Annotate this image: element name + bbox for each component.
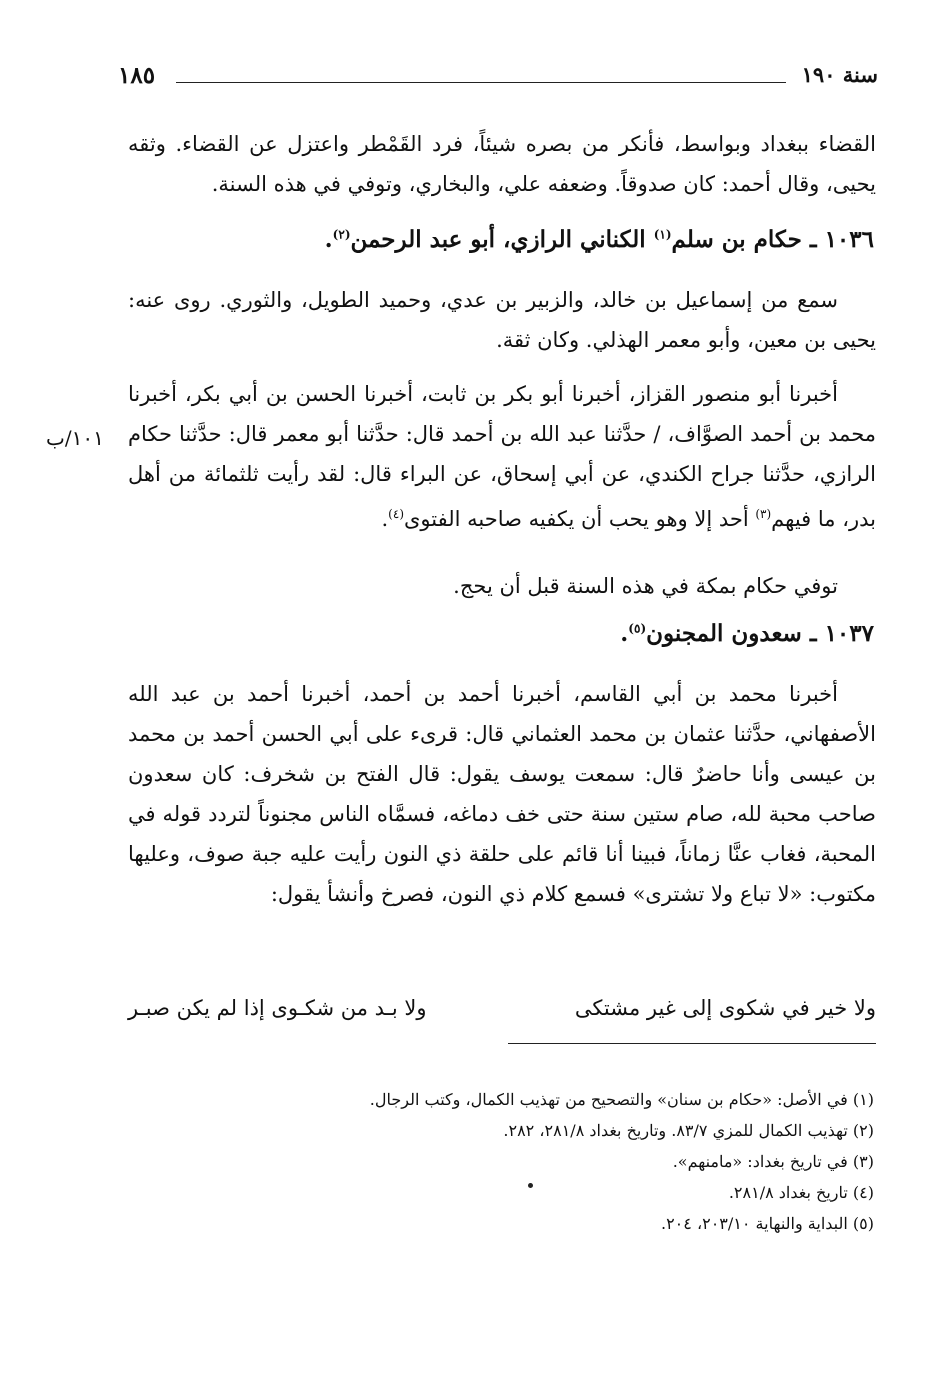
- manuscript-folio-note: ١٠١/ب: [46, 426, 104, 450]
- year-heading: سنة ١٩٠: [801, 62, 878, 87]
- entry-title-part: .: [324, 226, 333, 253]
- footnote-ref-5: (٥): [628, 621, 647, 636]
- footnote-ref-1: (١): [653, 227, 672, 242]
- footnote-2: (٢) تهذيب الكمال للمزي ٨٣/٧. وتاريخ بغداد ٢٨١/٨، ٢٨٢.: [503, 1121, 874, 1140]
- footnote-separator: [508, 1043, 876, 1044]
- page-number: ١٨٥: [118, 62, 156, 89]
- entry-title-part: ١٠٣٧ ـ سعدون المجنون: [646, 620, 874, 647]
- verse-first-hemistich: ولا خير في شكوى إلى غير مشتكى: [574, 996, 876, 1020]
- entry-1037-title: [620, 620, 874, 647]
- footnote-5: (٥) البداية والنهاية ٢٠٣/١٠، ٢٠٤.: [660, 1214, 874, 1233]
- entry-title-part: الكناني الرازي، أبو عبد الرحمن: [350, 226, 654, 253]
- paragraph-2: سمع من إسماعيل بن خالد، والزبير بن عدي، وحميد الطويل، والثوري. روى عنه: يحيى بن معين، وأبو معمر الهذلي. وكان ثقة.: [128, 288, 876, 352]
- paragraph-3-text: أخبرنا أبو منصور القزاز، أخبرنا أبو بكر بن ثابت، أخبرنا الحسن بن أبي بكر، أخبرنا محمد بن أحمد الصوَّاف، / حدَّثنا عبد الله بن أحمد قال: حدَّثنا أبو معمر قال: حدَّثنا حكام الرازي، حدَّثنا جراح الكندي، عن أبي إسحاق، عن البراء قال: لقد رأيت ثلثمائة من أهل بدر، ما فيهم: [128, 382, 876, 531]
- ink-speck: [528, 1183, 533, 1188]
- footnote-ref-4: (٤): [388, 507, 404, 521]
- footnotes: [174, 1084, 874, 1239]
- footnote-ref-2: (٢): [332, 227, 351, 242]
- footnote-1: (١) في الأصل: «حكام بن سنان» والتصحيح من تهذيب الكمال، وكتب الرجال.: [369, 1090, 874, 1109]
- paragraph-3-text: أحد إلا وهو يحب أن يكفيه صاحبه الفتوى: [404, 507, 756, 531]
- paragraph-4: توفي حكام بمكة في هذه السنة قبل أن يحج.: [453, 574, 838, 598]
- footnote-4: (٤) تاريخ بغداد ٢٨١/٨.: [728, 1183, 874, 1202]
- verse-second-hemistich: ولا بـد من شكـوى إذا لم يكن صبـر: [128, 996, 427, 1020]
- paragraph-3: [128, 374, 876, 539]
- paragraph-1: القضاء ببغداد وبواسط، فأنكر من بصره شيئاً، فرد القَمْطر واعتزل عن القضاء. وثقه يحيى، وقال أحمد: كان صدوقاً. وضعفه علي، والبخاري، وتوفي في هذه السنة.: [128, 132, 876, 196]
- poetry-verse: [128, 996, 876, 1032]
- entry-title-part: ١٠٣٦ ـ حكام بن سلم: [671, 226, 874, 253]
- paragraph-5: أخبرنا محمد بن أبي القاسم، أخبرنا أحمد بن أحمد، أخبرنا أحمد بن عبد الله الأصفهاني، حدَّثنا عثمان بن محمد العثماني قال: قرىء على أبي الحسن أحمد بن محمد بن عيسى وأنا حاضرٌ قال: سمعت يوسف يقول: قال الفتح بن شخرف: كان سعدون صاحب محبة لله، صام ستين سنة حتى خف دماغه، فسمَّاه الناس مجنوناً لتردد قوله في المحبة، فغاب عنَّا زماناً، فبينا أنا قائم على حلقة ذي النون رأيت عليه جبة صوف، وعليها مكتوب: «لا تباع ولا تشترى» فسمع كلام ذي النون، فصرخ وأنشأ يقول:: [128, 682, 876, 906]
- entry-title-part: .: [620, 620, 629, 647]
- footnote-3: (٣) في تاريخ بغداد: «مامنهم».: [672, 1152, 874, 1171]
- running-header: [118, 62, 878, 92]
- entry-1036-title: [325, 226, 874, 253]
- header-rule: [176, 82, 786, 83]
- paragraph-3-text: .: [381, 507, 389, 531]
- footnote-ref-3: (٣): [755, 507, 772, 521]
